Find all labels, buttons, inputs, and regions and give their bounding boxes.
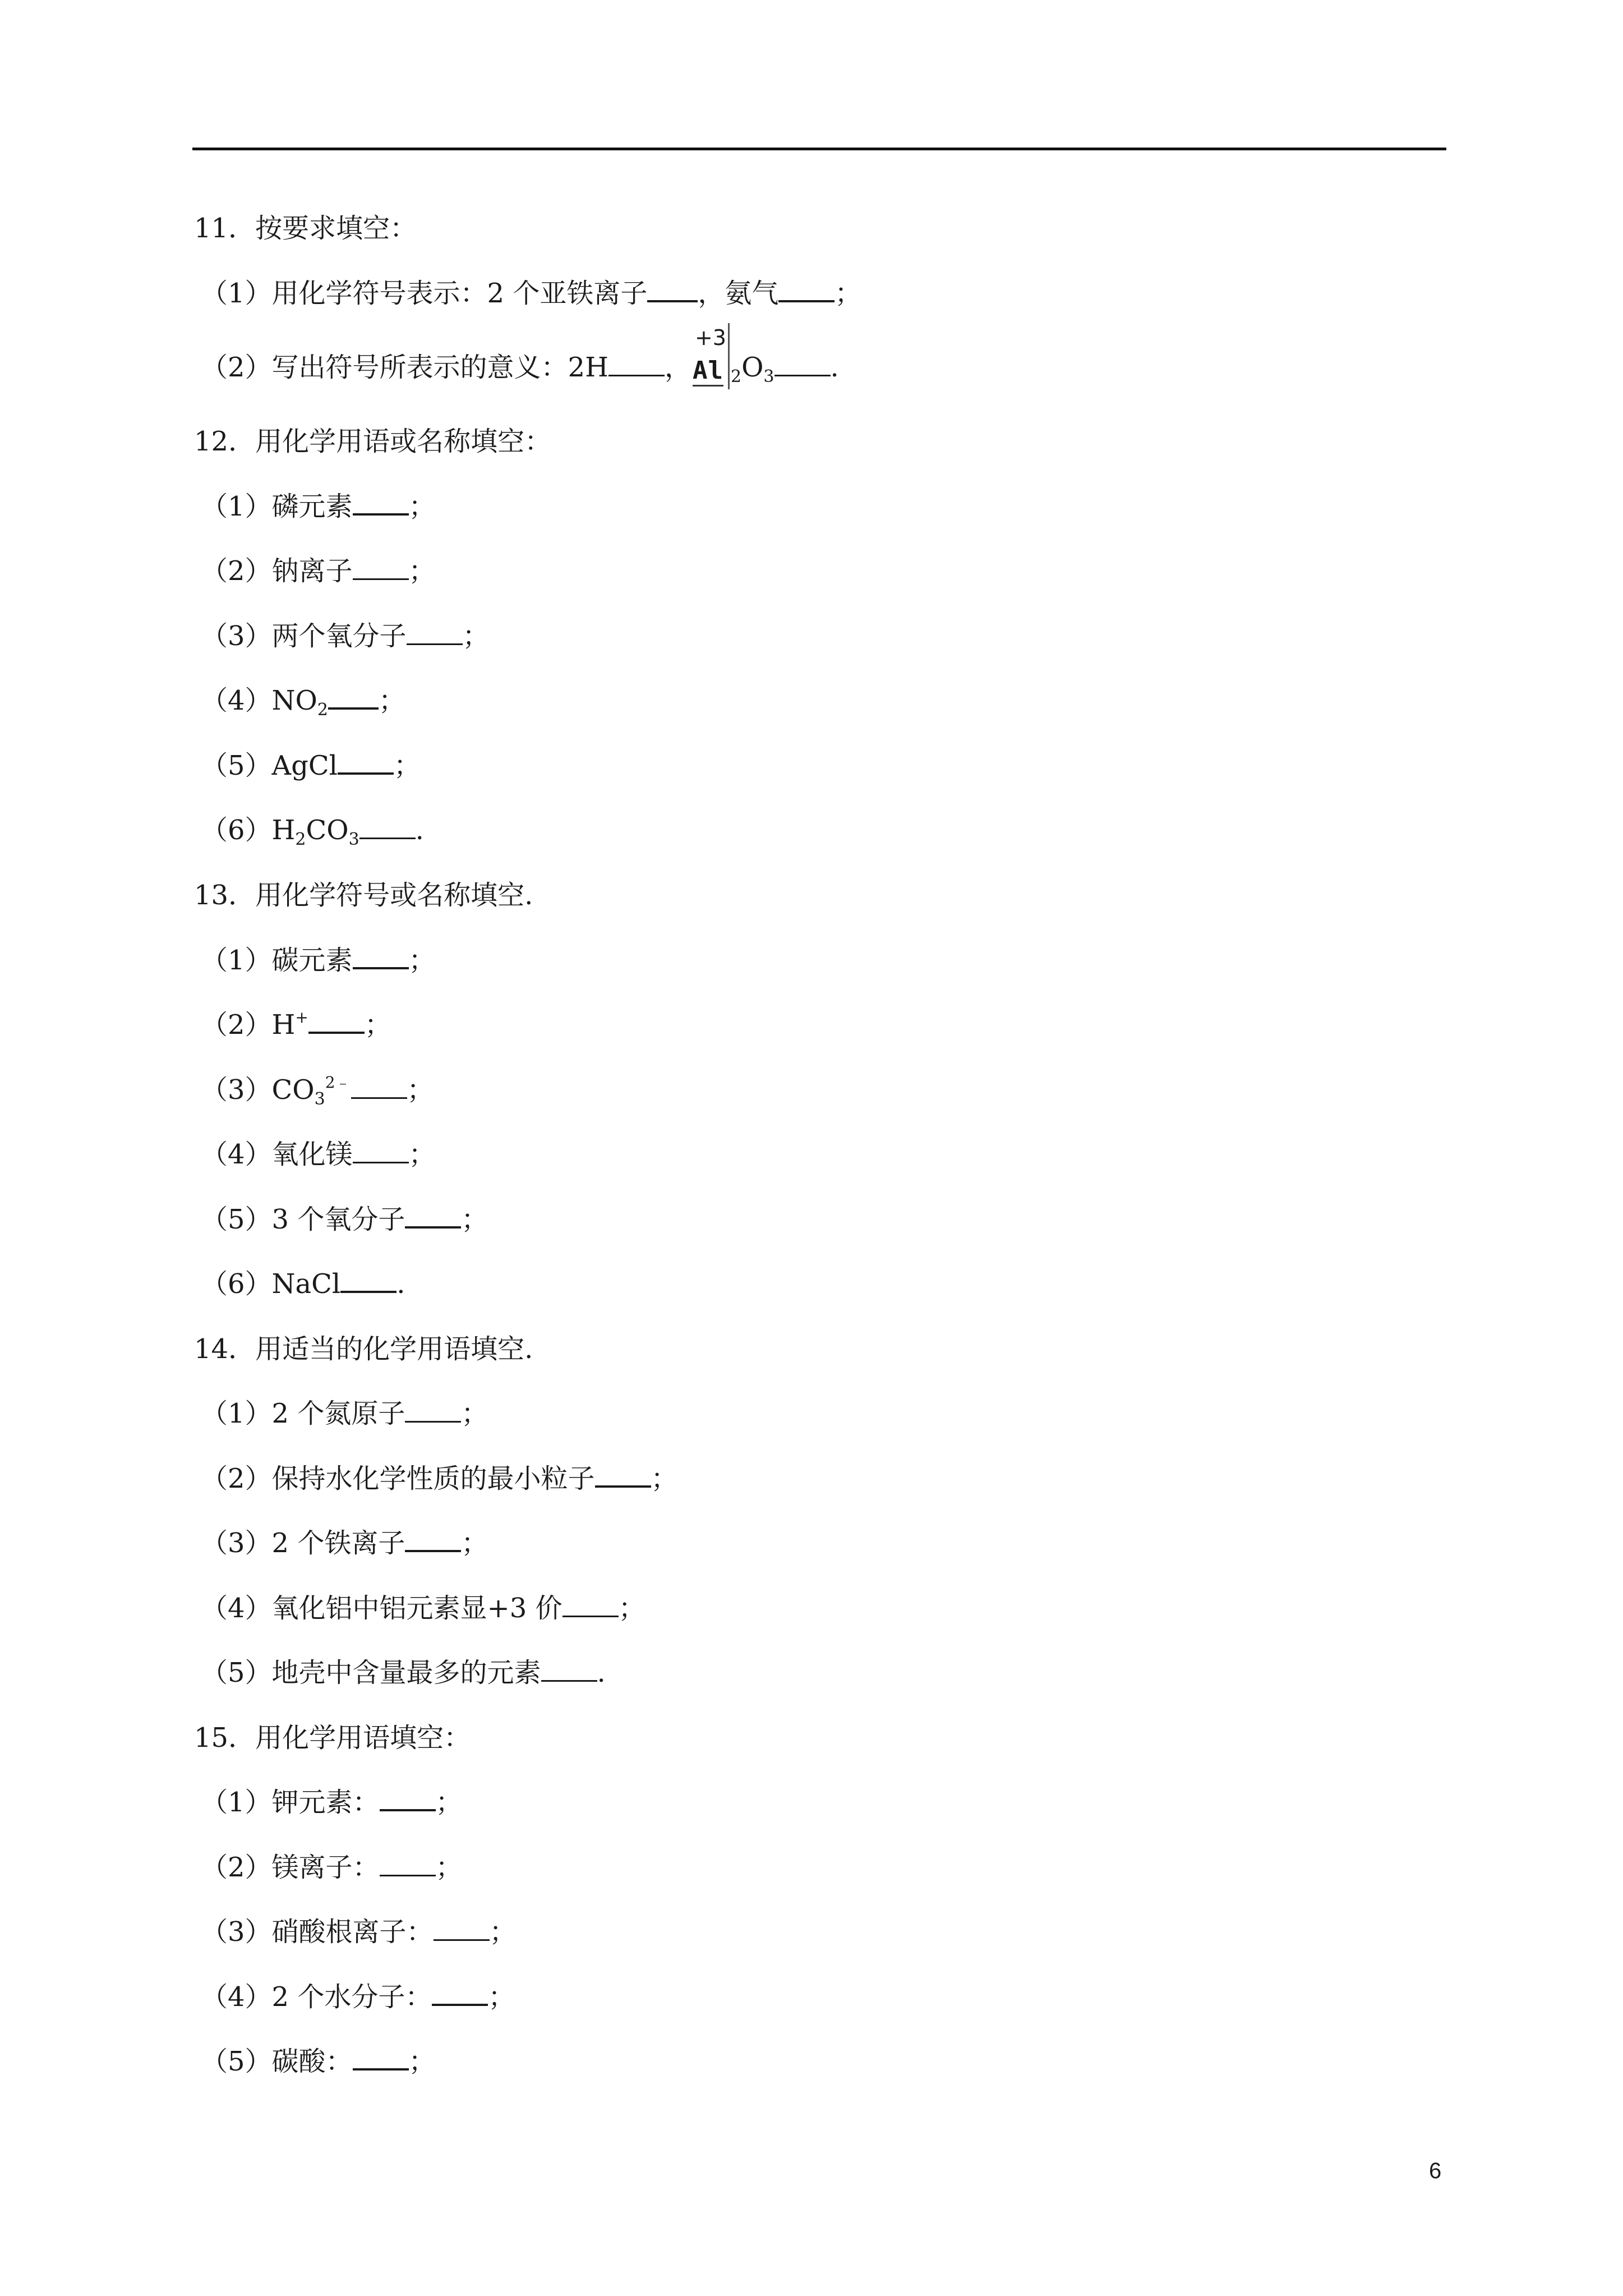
item-text: （2）镁离子： — [201, 1852, 380, 1883]
item-text: （4）NO — [201, 685, 317, 716]
item-text: （6）NaCl — [201, 1268, 341, 1300]
answer-blank[interactable] — [647, 278, 698, 302]
item-text: （3）硝酸根离子： — [201, 1916, 434, 1948]
question-13-item-1 — [201, 944, 436, 977]
question-12-item-5 — [201, 749, 421, 783]
punctuation: ； — [407, 1074, 434, 1106]
question-12-item-1 — [201, 490, 436, 523]
question-14-item-5 — [201, 1656, 606, 1690]
answer-blank[interactable] — [328, 685, 379, 710]
question-15-title: 15．用化学用语填空： — [194, 1722, 471, 1754]
answer-blank[interactable] — [308, 1009, 365, 1034]
subscript: 3 — [314, 1089, 325, 1109]
item-text: （1）碳元素 — [201, 945, 353, 976]
item-text: （5）地壳中含量最多的元素 — [201, 1657, 541, 1688]
subscript: 3 — [763, 367, 774, 386]
answer-blank[interactable] — [353, 2046, 409, 2070]
punctuation: ； — [394, 750, 421, 781]
punctuation: ； — [618, 1593, 645, 1624]
punctuation: . — [415, 815, 424, 846]
answer-blank[interactable] — [778, 278, 834, 302]
answer-blank[interactable] — [353, 556, 409, 580]
item-text: （1）用化学符号表示：2 个亚铁离子 — [201, 278, 648, 309]
question-12-item-6 — [201, 813, 424, 847]
punctuation: ； — [461, 1527, 488, 1559]
punctuation: ； — [435, 1852, 463, 1883]
punctuation: ； — [651, 1463, 678, 1494]
item-text: （5）3 个氧分子 — [201, 1204, 405, 1235]
question-11-item-2 — [201, 325, 839, 386]
item-text: （2）钠离子 — [201, 555, 353, 587]
punctuation: ； — [379, 685, 406, 716]
item-text: （4）2 个水分子： — [201, 1981, 432, 2013]
item-text: （5）碳酸： — [201, 2046, 353, 2077]
answer-blank[interactable] — [432, 1981, 488, 2006]
item-text: （6）H — [201, 815, 296, 846]
image-border — [728, 323, 730, 389]
answer-blank[interactable] — [774, 352, 831, 376]
punctuation: ； — [462, 620, 490, 652]
item-text: （5）AgCl — [201, 750, 338, 781]
punctuation: ； — [834, 278, 862, 309]
question-15-item-1 — [201, 1786, 463, 1819]
answer-blank[interactable] — [380, 1852, 436, 1876]
punctuation: ； — [461, 1204, 488, 1235]
item-text: （1）钾元素： — [201, 1787, 380, 1818]
answer-blank[interactable] — [562, 1593, 619, 1617]
punctuation: ， — [664, 352, 691, 383]
valence-formula-image — [691, 325, 731, 388]
element-symbol: Al — [693, 357, 723, 386]
question-12-item-4 — [201, 684, 406, 720]
answer-blank[interactable] — [595, 1463, 651, 1488]
question-14-item-3 — [201, 1526, 488, 1560]
punctuation: . — [830, 352, 839, 383]
superscript: 2﹣ — [325, 1073, 351, 1092]
subscript: 2 — [317, 700, 328, 720]
valence-label: +3 — [694, 325, 726, 350]
question-14-item-4 — [201, 1591, 645, 1625]
question-15-item-3 — [201, 1915, 517, 1949]
item-text: （4）氧化镁 — [201, 1139, 353, 1170]
question-15-item-4 — [201, 1980, 515, 2014]
item-text: （1）磷元素 — [201, 491, 353, 522]
question-12-item-3 — [201, 619, 490, 653]
punctuation: . — [597, 1657, 606, 1688]
question-14-title: 14．用适当的化学用语填空. — [194, 1333, 533, 1365]
answer-blank[interactable] — [407, 621, 463, 645]
question-15-item-5 — [201, 2045, 436, 2078]
answer-blank[interactable] — [353, 945, 409, 969]
question-15-item-2 — [201, 1851, 463, 1884]
answer-blank[interactable] — [359, 815, 416, 839]
item-text: （4）氧化铝中铝元素显+3 价 — [201, 1593, 562, 1624]
formula-text: O — [741, 352, 764, 383]
item-text: （3）2 个铁离子 — [201, 1527, 405, 1559]
item-text: （3）CO — [201, 1074, 315, 1106]
punctuation: ； — [408, 555, 436, 587]
formula-text: CO — [306, 815, 349, 846]
answer-blank[interactable] — [541, 1658, 597, 1682]
punctuation: ； — [435, 1787, 463, 1818]
punctuation: ； — [488, 1981, 515, 2013]
question-11-title: 11．按要求填空： — [194, 213, 417, 244]
question-13-item-6 — [201, 1267, 405, 1301]
item-text: （2）H — [201, 1009, 296, 1041]
answer-blank[interactable] — [608, 352, 665, 376]
punctuation: ； — [461, 1398, 488, 1429]
subscript: 3 — [348, 830, 359, 849]
punctuation: ； — [489, 1916, 517, 1948]
question-12-title: 12．用化学用语或名称填空： — [194, 426, 552, 457]
question-14-item-1 — [201, 1397, 488, 1430]
answer-blank[interactable] — [338, 750, 394, 775]
superscript: + — [295, 1008, 308, 1027]
item-text: （3）两个氧分子 — [201, 620, 407, 652]
answer-blank[interactable] — [340, 1268, 396, 1293]
answer-blank[interactable] — [351, 1075, 407, 1099]
header-rule — [192, 148, 1446, 150]
punctuation: . — [396, 1268, 405, 1300]
answer-blank[interactable] — [434, 1917, 490, 1941]
question-12-item-2 — [201, 554, 436, 588]
question-13-item-5 — [201, 1203, 488, 1236]
question-14-item-2 — [201, 1462, 678, 1496]
question-13-title: 13．用化学符号或名称填空. — [194, 880, 533, 911]
punctuation: ； — [408, 2046, 436, 2077]
subscript: 2 — [730, 367, 742, 386]
answer-blank[interactable] — [353, 1139, 409, 1163]
subscript: 2 — [295, 830, 306, 849]
answer-blank[interactable] — [405, 1527, 461, 1552]
answer-blank[interactable] — [405, 1204, 461, 1228]
punctuation: ； — [408, 1139, 436, 1170]
answer-blank[interactable] — [353, 491, 409, 516]
item-text: （2）写出符号所表示的意义：2H — [201, 352, 608, 383]
punctuation: ； — [364, 1009, 391, 1041]
question-13-item-4 — [201, 1138, 436, 1171]
question-11-item-1 — [201, 277, 861, 310]
item-text: （1）2 个氮原子 — [201, 1398, 405, 1429]
item-text: （2）保持水化学性质的最小粒子 — [201, 1463, 595, 1494]
punctuation: ； — [408, 491, 436, 522]
question-13-item-2 — [201, 1008, 391, 1042]
answer-blank[interactable] — [380, 1787, 436, 1811]
question-13-item-3 — [201, 1073, 434, 1107]
item-text: ，氨气 — [698, 278, 779, 309]
answer-blank[interactable] — [405, 1398, 461, 1423]
page-number: 6 — [1429, 2159, 1442, 2183]
punctuation: ； — [408, 945, 436, 976]
